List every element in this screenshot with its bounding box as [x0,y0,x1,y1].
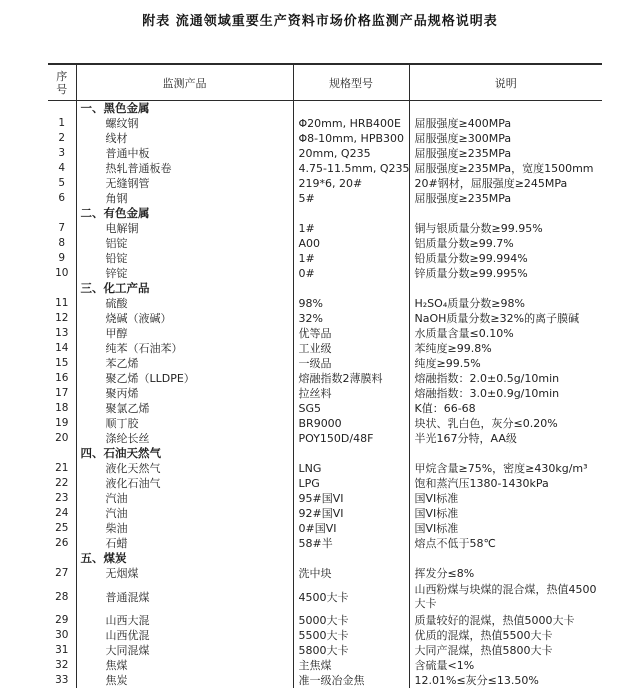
row-number: 3 [48,146,76,161]
product-name: 热轧普通板卷 [76,161,293,176]
row-number: 20 [48,431,76,446]
table-row [48,431,602,446]
product-name: 铅锭 [76,251,293,266]
description-text: K值：66-68 [409,401,602,416]
section-empty-cell [48,206,76,221]
table-row [48,461,602,476]
row-number: 26 [48,536,76,551]
col-header-serial-no [48,64,76,101]
table-row [48,628,602,643]
description-text: 屈服强度≥300MPa [409,131,602,146]
table-body [48,101,602,688]
description-text: 山西粉煤与块煤的混合煤，热值4500大卡 [409,581,602,613]
row-number: 33 [48,673,76,688]
product-name: 甲醇 [76,326,293,341]
spec-value: LPG [293,476,409,491]
row-number: 16 [48,371,76,386]
table-row [48,311,602,326]
description-text: 熔点不低于58℃ [409,536,602,551]
description-text: H₂SO₄质量分数≥98% [409,296,602,311]
section-empty-cell [409,206,602,221]
table-row [48,221,602,236]
spec-value: 20mm, Q235 [293,146,409,161]
section-row [48,101,602,117]
table-row [48,613,602,628]
product-name: 锌锭 [76,266,293,281]
product-name: 顺丁胶 [76,416,293,431]
section-empty-cell [48,281,76,296]
table-row [48,416,602,431]
description-text: 20#钢材，屈服强度≥245MPa [409,176,602,191]
product-name: 汽油 [76,491,293,506]
row-number: 21 [48,461,76,476]
spec-value: 58#半 [293,536,409,551]
product-name: 柴油 [76,521,293,536]
section-row [48,551,602,566]
product-name: 烧碱（液碱） [76,311,293,326]
section-empty-cell [293,446,409,461]
product-name: 聚丙烯 [76,386,293,401]
table-header [48,64,602,101]
table-row [48,266,602,281]
product-name: 大同混煤 [76,643,293,658]
table-row [48,326,602,341]
row-number: 24 [48,506,76,521]
spec-value: 工业级 [293,341,409,356]
spec-table [48,63,602,688]
table-row [48,161,602,176]
table-row [48,341,602,356]
spec-value: 4500大卡 [293,581,409,613]
product-name: 电解铜 [76,221,293,236]
description-text: 苯纯度≥99.8% [409,341,602,356]
description-text: 铅质量分数≥99.994% [409,251,602,266]
row-number: 27 [48,566,76,581]
row-number: 10 [48,266,76,281]
section-empty-cell [48,101,76,117]
spec-value: 5800大卡 [293,643,409,658]
description-text: 熔融指数：2.0±0.5g/10min [409,371,602,386]
spec-value: 98% [293,296,409,311]
description-text: 屈服强度≥235MPa [409,191,602,206]
col-header-description: 说明 [409,64,602,101]
description-text: 水质量含量≤0.10% [409,326,602,341]
spec-value: 0#国VI [293,521,409,536]
spec-value: 4.75-11.5mm, Q235 [293,161,409,176]
table-row [48,236,602,251]
row-number: 15 [48,356,76,371]
product-name: 线材 [76,131,293,146]
spec-value: 1# [293,221,409,236]
product-name: 无缝钢管 [76,176,293,191]
spec-value: 优等品 [293,326,409,341]
description-text: 块状、乳白色，灰分≤0.20% [409,416,602,431]
table-row [48,356,602,371]
spec-value: 95#国VI [293,491,409,506]
section-empty-cell [48,551,76,566]
section-empty-cell [293,206,409,221]
row-number: 31 [48,643,76,658]
serial-no-label: 序号 [56,70,68,96]
product-name: 聚乙烯（LLDPE） [76,371,293,386]
row-number: 9 [48,251,76,266]
row-number: 8 [48,236,76,251]
row-number: 28 [48,581,76,613]
product-name: 硫酸 [76,296,293,311]
row-number: 14 [48,341,76,356]
spec-value: 拉丝料 [293,386,409,401]
section-empty-cell [409,101,602,117]
row-number: 30 [48,628,76,643]
col-header-spec: 规格型号 [293,64,409,101]
row-number: 1 [48,116,76,131]
product-name: 螺纹钢 [76,116,293,131]
table-row [48,116,602,131]
row-number: 17 [48,386,76,401]
product-name: 山西优混 [76,628,293,643]
spec-value: 准一级冶金焦 [293,673,409,688]
table-row [48,491,602,506]
product-name: 普通中板 [76,146,293,161]
section-empty-cell [409,281,602,296]
table-row [48,251,602,266]
section-row [48,281,602,296]
product-name: 纯苯（石油苯） [76,341,293,356]
product-name: 角钢 [76,191,293,206]
row-number: 4 [48,161,76,176]
spec-value: A00 [293,236,409,251]
product-name: 焦炭 [76,673,293,688]
description-text: 国VI标准 [409,506,602,521]
col-header-product: 监测产品 [76,64,293,101]
section-label: 二、有色金属 [76,206,293,221]
table-row [48,176,602,191]
section-empty-cell [48,446,76,461]
spec-value: 熔融指数2薄膜料 [293,371,409,386]
description-text: 纯度≥99.5% [409,356,602,371]
description-text: 铝质量分数≥99.7% [409,236,602,251]
product-name: 石蜡 [76,536,293,551]
spec-value: 92#国VI [293,506,409,521]
description-text: 半光167分特，AA级 [409,431,602,446]
table-row [48,401,602,416]
spec-value: 32% [293,311,409,326]
table-row [48,191,602,206]
product-name: 涤纶长丝 [76,431,293,446]
description-text: NaOH质量分数≥32%的离子膜碱 [409,311,602,326]
row-number: 12 [48,311,76,326]
description-text: 国VI标准 [409,491,602,506]
section-row [48,206,602,221]
product-name: 汽油 [76,506,293,521]
page-title: 附表 流通领域重要生产资料市场价格监测产品规格说明表 [0,0,640,29]
section-row [48,446,602,461]
description-text: 质量较好的混煤，热值5000大卡 [409,613,602,628]
row-number: 29 [48,613,76,628]
row-number: 18 [48,401,76,416]
row-number: 19 [48,416,76,431]
header-row [48,64,602,101]
row-number: 25 [48,521,76,536]
description-text: 熔融指数：3.0±0.9g/10min [409,386,602,401]
product-name: 苯乙烯 [76,356,293,371]
spec-value: 一级品 [293,356,409,371]
table-row [48,658,602,673]
spec-value: 1# [293,251,409,266]
table-row [48,146,602,161]
table-row [48,673,602,688]
product-name: 聚氯乙烯 [76,401,293,416]
spec-value: 0# [293,266,409,281]
spec-value: 洗中块 [293,566,409,581]
section-empty-cell [409,446,602,461]
product-name: 铝锭 [76,236,293,251]
description-text: 甲烷含量≥75%，密度≥430kg/m³ [409,461,602,476]
product-name: 液化天然气 [76,461,293,476]
table-row [48,131,602,146]
section-label: 四、石油天然气 [76,446,293,461]
section-empty-cell [293,551,409,566]
section-empty-cell [409,551,602,566]
row-number: 22 [48,476,76,491]
row-number: 13 [48,326,76,341]
table-row [48,296,602,311]
table-row [48,386,602,401]
table-row [48,643,602,658]
section-label: 三、化工产品 [76,281,293,296]
description-text: 铜与银质量分数≥99.95% [409,221,602,236]
section-empty-cell [293,281,409,296]
row-number: 32 [48,658,76,673]
section-label: 一、黑色金属 [76,101,293,117]
product-name: 无烟煤 [76,566,293,581]
row-number: 11 [48,296,76,311]
spec-value: SG5 [293,401,409,416]
spec-value: LNG [293,461,409,476]
product-name: 普通混煤 [76,581,293,613]
spec-value: BR9000 [293,416,409,431]
row-number: 6 [48,191,76,206]
spec-value: 5500大卡 [293,628,409,643]
table-row [48,506,602,521]
row-number: 7 [48,221,76,236]
table-row [48,521,602,536]
table-row [48,536,602,551]
spec-value: 主焦煤 [293,658,409,673]
description-text: 大同产混煤，热值5800大卡 [409,643,602,658]
table-row [48,476,602,491]
row-number: 23 [48,491,76,506]
section-empty-cell [293,101,409,117]
description-text: 锌质量分数≥99.995% [409,266,602,281]
description-text: 饱和蒸汽压1380-1430kPa [409,476,602,491]
description-text: 12.01%≤灰分≤13.50% [409,673,602,688]
spec-value: 219*6, 20# [293,176,409,191]
spec-value: 5000大卡 [293,613,409,628]
description-text: 优质的混煤，热值5500大卡 [409,628,602,643]
description-text: 屈服强度≥235MPa，宽度1500mm [409,161,602,176]
product-name: 焦煤 [76,658,293,673]
section-label: 五、煤炭 [76,551,293,566]
spec-value: POY150D/48F [293,431,409,446]
product-name: 液化石油气 [76,476,293,491]
description-text: 挥发分≤8% [409,566,602,581]
row-number: 5 [48,176,76,191]
description-text: 屈服强度≥235MPa [409,146,602,161]
description-text: 屈服强度≥400MPa [409,116,602,131]
product-name: 山西大混 [76,613,293,628]
spec-value: 5# [293,191,409,206]
spec-value: Φ8-10mm, HPB300 [293,131,409,146]
table-row [48,566,602,581]
table-row [48,581,602,613]
description-text: 国VI标准 [409,521,602,536]
description-text: 含硫量<1% [409,658,602,673]
table-row [48,371,602,386]
spec-value: Φ20mm, HRB400E [293,116,409,131]
row-number: 2 [48,131,76,146]
